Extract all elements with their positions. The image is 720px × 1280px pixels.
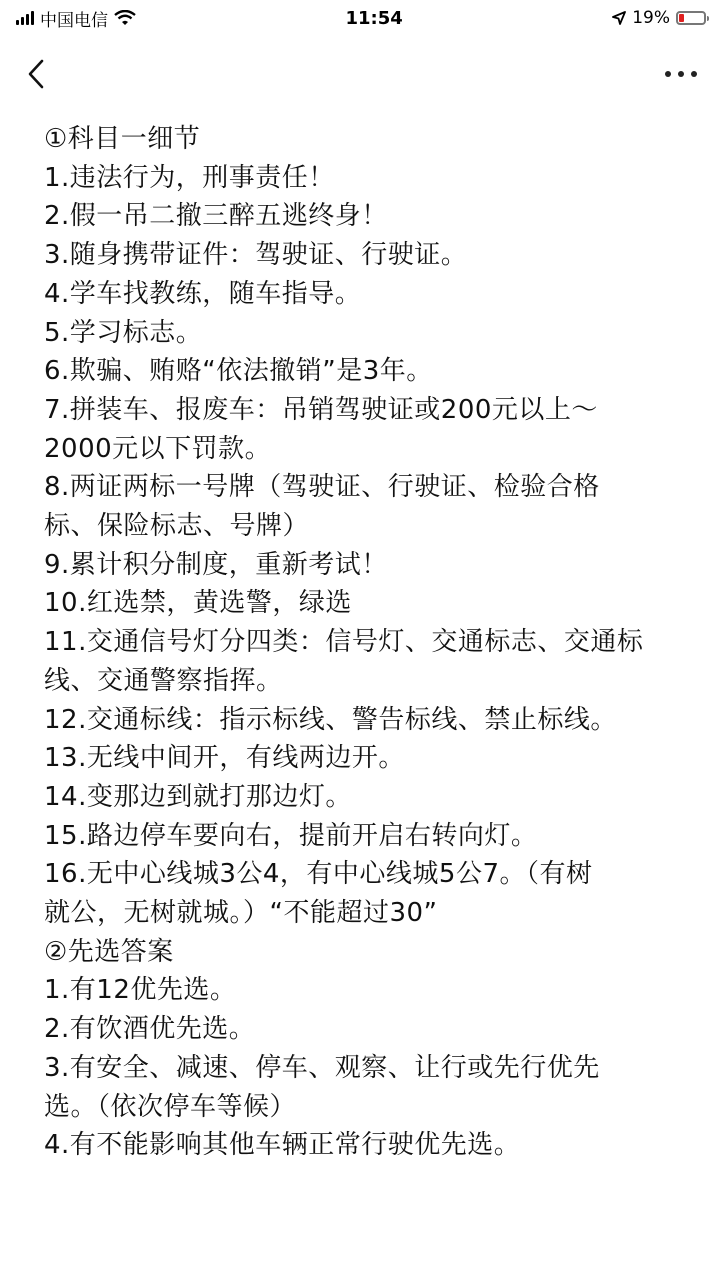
- text-line: 10.红选禁，黄选警，绿选: [44, 588, 352, 619]
- battery-percent: 19%: [632, 8, 670, 28]
- text-line: 2000元以下罚款。: [44, 433, 272, 464]
- text-line: 5.学习标志。: [44, 317, 203, 348]
- text-line: 2.有饮酒优先选。: [44, 1014, 256, 1045]
- text-line: 11.交通信号灯分四类：信号灯、交通标志、交通标: [44, 627, 644, 658]
- text-line: 1.有12优先选。: [44, 975, 237, 1006]
- status-left: [16, 6, 136, 31]
- text-line: 13.无线中间开，有线两边开。: [44, 743, 405, 774]
- text-line: 9.累计积分制度，重新考试！: [44, 549, 388, 580]
- text-line: 就公，无树就城。）“不能超过30”: [44, 898, 438, 929]
- more-dots-icon: [664, 70, 698, 78]
- signal-icon: [16, 11, 34, 25]
- text-line: ①科目一细节: [44, 124, 201, 154]
- text-line: 4.学车找教练，随车指导。: [44, 278, 362, 309]
- text-line: 8.两证两标一号牌（驾驶证、行驶证、检验合格: [44, 472, 600, 503]
- battery-level-fill: [679, 14, 684, 22]
- wifi-icon: [114, 10, 136, 26]
- text-line: ②先选答案: [44, 936, 174, 967]
- chevron-left-icon: [26, 58, 46, 90]
- text-line: 3.随身携带证件：驾驶证、行驶证。: [44, 240, 468, 271]
- more-button[interactable]: [658, 54, 698, 94]
- text-line: 3.有安全、减速、停车、观察、让行或先行优先: [44, 1052, 600, 1083]
- text-line: 标、保险标志、号牌）: [44, 511, 310, 542]
- text-line: 4.有不能影响其他车辆正常行驶优先选。: [44, 1130, 521, 1161]
- back-button[interactable]: [26, 54, 66, 94]
- status-bar: [0, 0, 720, 36]
- text-line: 选。（依次停车等候）: [44, 1091, 297, 1122]
- status-right: [612, 8, 706, 28]
- text-line: 15.路边停车要向右，提前开启右转向灯。: [44, 820, 538, 851]
- text-line: 14.变那边到就打那边灯。: [44, 781, 352, 812]
- text-line: 6.欺骗、贿赂“依法撤销”是3年。: [44, 356, 433, 387]
- text-line: 线、交通警察指挥。: [44, 665, 283, 696]
- article-content: [0, 112, 720, 1165]
- text-line: 1.违法行为，刑事责任！: [44, 162, 335, 193]
- text-line: 7.拼装车、报废车：吊销驾驶证或200元以上～: [44, 394, 598, 425]
- text-line: 12.交通标线：指示标线、警告标线、禁止标线。: [44, 704, 617, 735]
- clock: 11:54: [345, 7, 403, 29]
- text-line: 2.假一吊二撤三醉五逃终身！: [44, 201, 388, 232]
- carrier-label: 中国电信: [40, 10, 108, 31]
- nav-bar: [0, 36, 720, 112]
- location-arrow-icon: [612, 11, 626, 25]
- battery-icon: [676, 11, 706, 25]
- text-line: 16.无中心线城3公4，有中心线城5公7。（有树: [44, 859, 593, 890]
